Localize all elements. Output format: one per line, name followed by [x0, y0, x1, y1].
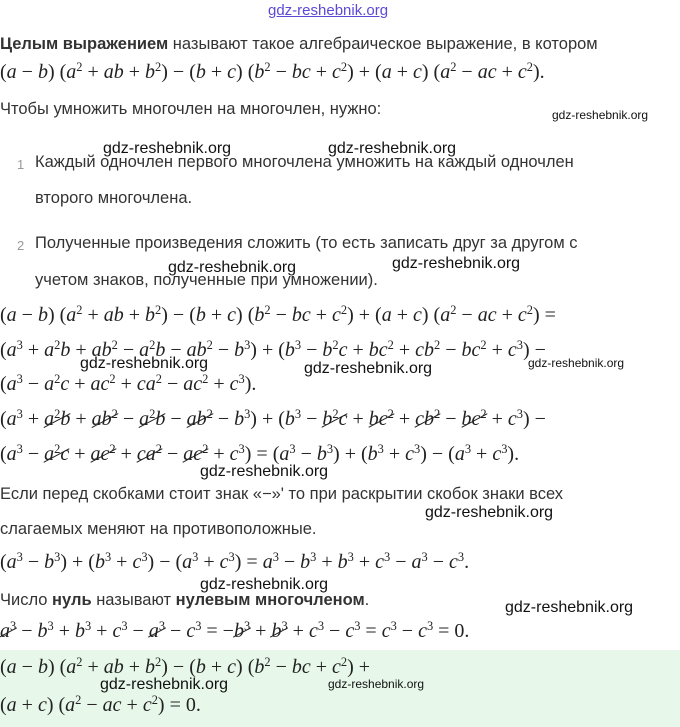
expression-1: (a − b) ($a^2$ + ab + $b^2) - (b + c)$ ($b^2$ − bc + $c^2) + (a + c)$ ($a^2$ − ac + $c^2$). [0, 60, 545, 83]
step-2-number: 2 [17, 238, 25, 253]
watermark: gdz-reshebnik.org [80, 355, 209, 372]
step-2-line-1: Полученные произведения сложить (то есть записать друг за другом с [35, 234, 578, 252]
expression-cancel-line-1: $(a^3 + a^2b + ab^2 - a^2b - ab^2 - b^3) + (b^3 - b^2c + bc^2 + cb^2 - bc^2 + c^3)$ − [0, 407, 546, 430]
step-1-line-2: второго многочлена. [35, 189, 193, 207]
expression-simplify: $a^3 - b^3 + b^3 + c^3 - a^3 - c^3 = -b^3 + b^3 + c^3 - c^3 = c^3 - c^3 = 0$. [0, 619, 470, 642]
watermark: gdz-reshebnik.org [304, 360, 433, 377]
term-zero-polynomial: нулевым многочленом [175, 591, 365, 609]
watermark: gdz-reshebnik.org [328, 677, 425, 691]
watermark: gdz-reshebnik.org [528, 356, 625, 370]
step-2-line-2: учетом знаков, полученные при умножении). [35, 271, 378, 289]
answer-line-2: (a + c) ($a^2$ − ac + $c^2) = 0$. [0, 693, 201, 716]
definition-text: называют такое алгебраическое выражение, в котором [168, 35, 598, 53]
expression-expansion-line-1: (a − b) ($a^2$ + ab + $b^2) - (b + c)$ ($b^2$ − bc + $c^2) + (a + c)$ ($a^2$ − ac + $c^2$) = [0, 303, 556, 326]
expression-cancel-line-2: $(a^3 - a^2c + ac^2 + ca^2 - ac^2 + c^3) = (a^3 - b^3) + (b^3 + c^3) - (a^3 + c^3)$. [0, 442, 520, 465]
zero-def-text-3: . [364, 591, 370, 609]
watermark: gdz-reshebnik.org [328, 140, 457, 157]
answer-line-1: (a − b) ($a^2$ + ab + $b^2) - (b + c)$ ($b^2$ − bc + $c^2$) + [0, 655, 371, 678]
watermark: gdz-reshebnik.org [200, 576, 329, 593]
watermark: gdz-reshebnik.org [392, 255, 521, 272]
watermark-top[interactable]: gdz-reshebnik.org [268, 2, 389, 19]
sign-rule-line-2: слагаемых меняют на противоположные. [0, 520, 317, 538]
watermark: gdz-reshebnik.org [425, 504, 554, 521]
watermark: gdz-reshebnik.org [200, 463, 329, 480]
expression-expansion-line-2: $(a^3 + a^2b + ab^2 - a^2b - ab^2 - b^3) + (b^3 - b^2c + bc^2 + cb^2 - bc^2 + c^3)$ − [0, 338, 546, 361]
sign-rule-line-1: Если перед скобками стоит знак «−»' то при раскрытии скобок знаки всех [0, 485, 564, 503]
watermark: gdz-reshebnik.org [552, 108, 649, 122]
term-whole-expression: Целым выражением [0, 35, 169, 53]
zero-definition [0, 591, 369, 610]
watermark: gdz-reshebnik.org [168, 259, 297, 276]
expression-open-brackets: $(a^3 - b^3) + (b^3 + c^3) - (a^3 + c^3) = a^3 - b^3 + b^3 + c^3 - a^3 - c^3$. [0, 550, 470, 573]
zero-def-text-2: называют [91, 591, 176, 609]
watermark: gdz-reshebnik.org [103, 140, 232, 157]
step-1-line-1: Каждый одночлен первого многочлена умножить на каждый одночлен [35, 153, 574, 171]
step-1-number: 1 [17, 157, 25, 172]
term-zero: нуль [52, 591, 92, 609]
expression-expansion-line-3: $(a^3 - a^2c + ac^2 + ca^2 - ac^2 + c^3)$. [0, 372, 257, 395]
watermark: gdz-reshebnik.org [505, 599, 634, 616]
watermark: gdz-reshebnik.org [100, 676, 229, 693]
rule-intro: Чтобы умножить многочлен на многочлен, нужно: [0, 100, 382, 118]
zero-def-text-1: Число [0, 591, 53, 609]
definition-line [0, 35, 598, 54]
